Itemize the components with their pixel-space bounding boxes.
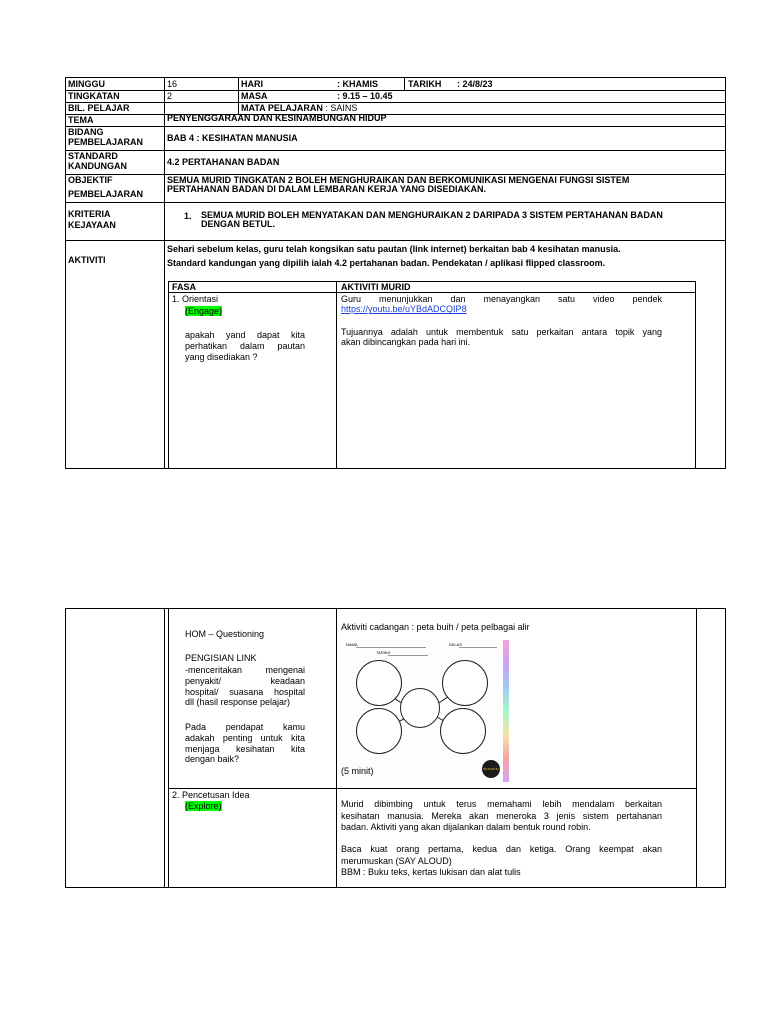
- objektif-line2: PERTAHANAN BADAN DI DALAM LEMBARAN KERJA YANG DISEDIAKAN.: [167, 184, 487, 195]
- value-kriteria: [201, 211, 663, 229]
- fasa2-tag-wrap: [185, 801, 222, 811]
- label-tarikh: TARIKH: [408, 79, 442, 89]
- act2-bbm: BBM : Buku teks, kertas lukisan dan alat tulis: [341, 867, 521, 878]
- value-tema: PENYENGGARAAN DAN KESINAMBUNGAN HIDUP: [167, 113, 387, 123]
- label-aktiviti: AKTIVITI: [68, 255, 106, 265]
- label-kriteria-line2: KEJAYAAN: [68, 220, 116, 231]
- kesihatan-question-line1: Pada pendapat kamu: [185, 722, 305, 732]
- label-tema: TEMA: [68, 115, 94, 125]
- value-masa: : 9.15 – 10.45: [337, 91, 393, 101]
- act1-content: [341, 294, 662, 347]
- pengisian-line1: -menceritakan mengenai: [185, 665, 305, 675]
- value-tarikh: : 24/8/23: [457, 79, 493, 89]
- aktiviti-intro-line1: Sehari sebelum kelas, guru telah kongsikan satu pautan (link internet) berkaitan bab 4 kesihatan manusia.: [167, 244, 621, 254]
- label-objektif: [68, 175, 143, 200]
- value-standard: 4.2 PERTAHANAN BADAN: [167, 157, 280, 167]
- bubble-center: [400, 688, 440, 728]
- pengisian-line2: penyakit/ keadaan: [185, 675, 305, 686]
- label-bidang-line2: PEMBELAJARAN: [68, 137, 144, 148]
- fasa2-title: 2. Pencetusan Idea: [172, 790, 250, 800]
- value-hari: : KHAMIS: [337, 79, 378, 89]
- fasa1-question-line2: perhatikan dalam pautan: [185, 340, 305, 351]
- bubble-top-left: [356, 660, 402, 706]
- label-hari: HARI: [241, 79, 263, 89]
- act1-line: Guru menunjukkan dan menayangkan satu video pendek: [341, 294, 662, 304]
- kriteria-line2: DENGAN BETUL.: [201, 219, 275, 229]
- pengisian-line4: dll (hasil response pelajar): [185, 697, 291, 708]
- label-minggu: MINGGU: [68, 79, 105, 89]
- label-standard-line2: KANDUNGAN: [68, 161, 127, 172]
- col-header-aktiviti-murid: AKTIVITI MURID: [341, 282, 411, 292]
- act2-say-aloud-line1: Baca kuat orang pertama, kedua dan ketiga. Orang keempat akan: [341, 844, 662, 855]
- label-standard: [68, 151, 127, 172]
- aktiviti-cadangan: Aktiviti cadangan : peta buih / peta pelbagai alir: [341, 622, 530, 632]
- hom-questioning: HOM – Questioning: [185, 629, 265, 639]
- label-objektif-line2: PEMBELAJARAN: [68, 189, 144, 200]
- value-objektif: [167, 176, 629, 195]
- label-masa: MASA: [241, 91, 268, 101]
- bubble-top-right: [442, 660, 488, 706]
- act2-say-aloud-line2: merumuskan (SAY ALOUD): [341, 855, 452, 866]
- field-nama: NAMA: [346, 642, 358, 647]
- color-stripe: [503, 640, 509, 782]
- fasa1-tag: (Engage): [185, 306, 223, 316]
- value-minggu: 16: [167, 79, 178, 89]
- kesihatan-question: [185, 722, 305, 765]
- act1-purpose-line1: Tujuannya adalah untuk membentuk satu perkaitan antara topik yang: [341, 326, 662, 337]
- field-tarikh: TARIKH: [376, 650, 391, 655]
- label-kriteria-line1: KRITERIA: [68, 209, 111, 219]
- label-objektif-line1: OBJEKTIF: [68, 175, 113, 185]
- pengisian-line3: hospital/ suasana hospital: [185, 686, 305, 697]
- fasa2-tag: (Explore): [185, 801, 222, 811]
- label-kriteria: [68, 209, 116, 231]
- value-mata-pelajaran: : SAINS: [325, 103, 358, 113]
- fasa1-question-line1: apakah yand dapat kita: [185, 330, 305, 340]
- bubble-bottom-left: [356, 708, 402, 754]
- label-bil-pelajar: BIL. PELAJAR: [68, 103, 130, 113]
- fasa1-title: 1. Orientasi: [172, 294, 219, 304]
- col-header-fasa: FASA: [172, 282, 197, 292]
- act1-purpose-line2: akan dibincangkan pada hari ini.: [341, 337, 471, 348]
- objektif-line1: SEMUA MURID TINGKATAN 2 BOLEH MENGHURAIKAN DAN BERKOMUNIKASI MENGENAI FUNGSI SISTEM: [167, 175, 630, 185]
- kriteria-number: 1.: [184, 211, 192, 221]
- pengisian-link-text: [185, 665, 305, 708]
- fasa1-question: [185, 330, 305, 362]
- value-bidang: BAB 4 : KESIHATAN MANUSIA: [167, 133, 298, 143]
- fasa1-tag-wrap: [185, 306, 222, 316]
- act2-line2: kesihatan manusia. Mereka akan meneroka 3 jenis sistem pertahanan: [341, 810, 662, 821]
- act2-content: [341, 799, 662, 879]
- kriteria-line1: SEMUA MURID BOLEH MENYATAKAN DAN MENGHURAIKAN 2 DARIPADA 3 SISTEM PERTAHANAN BADAN: [201, 210, 663, 220]
- peta-buih-badge: PETA BUIH: [482, 760, 500, 778]
- label-bidang: [68, 127, 143, 148]
- kesihatan-question-line2: adakah penting untuk kita: [185, 732, 305, 743]
- label-bidang-line1: BIDANG: [68, 127, 104, 137]
- field-kelas: KELAS: [449, 642, 462, 647]
- label-standard-line1: STANDARD: [68, 151, 118, 161]
- aktiviti-intro-line2: Standard kandungan yang dipilih ialah 4.2 pertahanan badan. Pendekatan / aplikasi flipped classroom.: [167, 257, 606, 268]
- label-tingkatan: TINGKATAN: [68, 91, 120, 101]
- kesihatan-question-line3: menjaga kesihatan kita: [185, 743, 305, 754]
- value-tingkatan: 2: [167, 91, 173, 101]
- act2-line3: badan. Aktiviti yang akan dijalankan dalam bentuk round robin.: [341, 822, 591, 833]
- fasa1-question-line3: yang disediakan ?: [185, 351, 258, 362]
- bubble-map-worksheet: [340, 640, 508, 782]
- aktiviti-intro: [167, 243, 621, 271]
- pengisian-link-title: PENGISIAN LINK: [185, 653, 257, 663]
- video-link[interactable]: https://youtu.be/uYBdADCQIP8: [341, 304, 467, 315]
- bubble-bottom-right: [440, 708, 486, 754]
- label-mata-pelajaran: MATA PELAJARAN: [241, 103, 323, 113]
- lima-minit: (5 minit): [341, 766, 374, 776]
- mata-pelajaran: [241, 103, 357, 113]
- act2-line1: Murid dibimbing untuk terus memahami lebih mendalam berkaitan: [341, 799, 662, 809]
- kesihatan-question-line4: dengan baik?: [185, 754, 240, 765]
